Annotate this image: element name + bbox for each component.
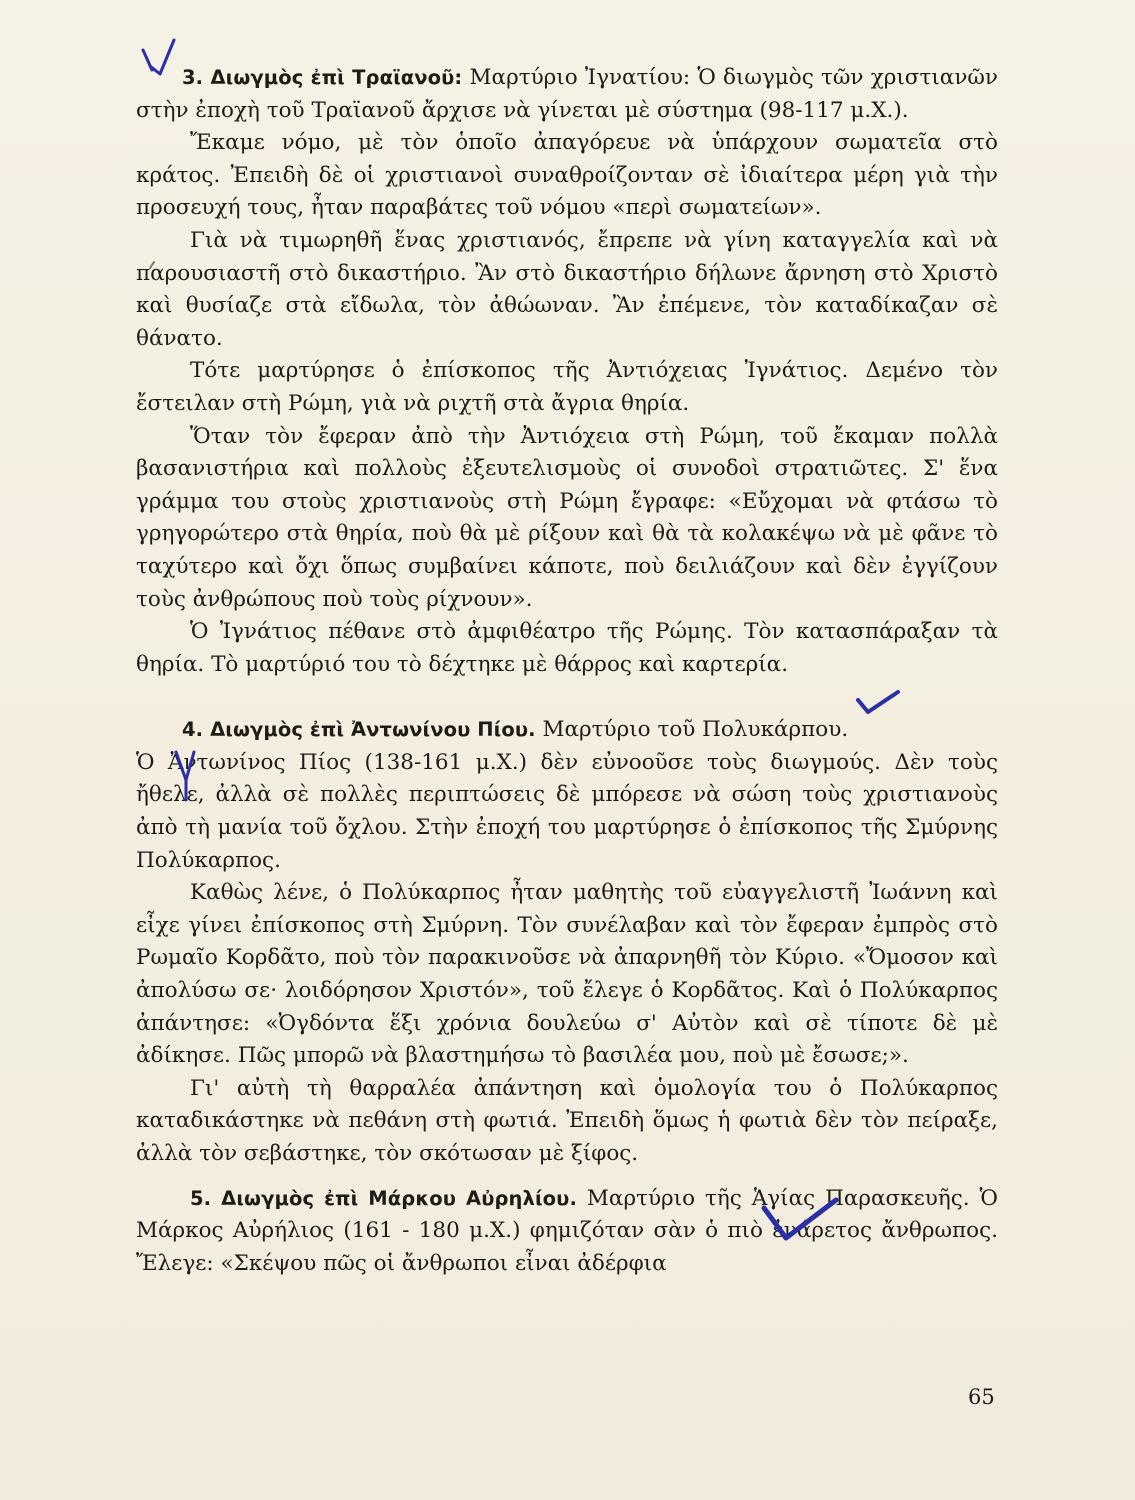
paragraph-text: Μαρτύριο τοῦ Πολυκάρπου. [535, 717, 849, 743]
paragraph: Γι' αὐτὴ τὴ θαρραλέα ἀπάντηση καὶ ὁμολογία του ὁ Πολύκαρπος καταδικάστηκε νὰ πεθάνη στὴ φωτιά. Ἐπειδὴ ὅμως ἡ φωτιὰ δὲν τὸν πείραξε, ἀλλὰ τὸν σεβάστηκε, τὸν σκότωσαν μὲ ξίφος. [136, 1075, 998, 1166]
section-heading-3: 3. Διωγμὸς ἐπὶ Τραϊανοῦ: [182, 66, 463, 89]
page-number: 65 [968, 1385, 995, 1409]
section-heading-4: 4. Διωγμὸς ἐπὶ Ἀντωνίνου Πίου. [182, 718, 536, 742]
paragraph-trajan [136, 62, 998, 127]
paragraph: Καθὼς λένε, ὁ Πολύκαρπος ἦταν μαθητὴς τοῦ εὐαγγελιστῆ Ἰωάννη καὶ εἶχε γίνει ἐπίσκοπος στὴ Σμύρνη. Τὸν συνέλαβαν καὶ τὸν ἔφεραν ἐμπρὸς στὸ Ρωμαῖο Κορδᾶτο, ποὺ τὸν παρακινοῦσε νὰ ἀπαρνηθῆ τὸν Κύριο. «Ὄμοσον καὶ ἀπολύσω σε· λοιδόρησον Χριστόν», τοῦ ἔλεγε ὁ Κορδᾶτος. Καὶ ὁ Πολύκαρπος ἀπάντησε: «Ὀγδόντα ἕξι χρόνια δουλεύω σ' Αὐτὸν καὶ σὲ τίποτε δὲ μὲ ἀδίκησε. Πῶς μπορῶ νὰ βλαστημήσω τὸ βασιλέα μου, ποὺ μὲ ἔσωσε;». [136, 880, 998, 1069]
paragraph-marcus-aurelius [136, 1183, 998, 1281]
paragraph: Ἔκαμε νόμο, μὲ τὸν ὁποῖο ἀπαγόρευε νὰ ὑπάρχουν σωματεῖα στὸ κράτος. Ἐπειδὴ δὲ οἱ χριστιανοὶ συναθροίζονταν σὲ ἰδιαίτερα μέρη γιὰ τὴν προσευχή τους, ἦταν παραβάτες τοῦ νόμου «περὶ σωματείων». [136, 130, 998, 221]
section-heading-5: 5. Διωγμὸς ἐπὶ Μάρκου Αὐρηλίου. [190, 1186, 577, 1210]
paragraph-text: Μαρτύριο Ἰγνατίου: Ὁ διωγμὸς τῶν χριστιανῶν στὴν ἐποχὴ τοῦ Τραϊανοῦ ἄρχισε νὰ γίνεται μὲ σύστημα (98-117 μ.Χ.). [136, 65, 998, 123]
paragraph-antoninus [136, 714, 998, 747]
page-text [136, 62, 998, 1280]
paragraph: Γιὰ νὰ τιμωρηθῆ ἕνας χριστιανός, ἔπρεπε νὰ γίνη καταγγελία καὶ νὰ παρουσιαστῆ στὸ δικαστήριο. Ἂν στὸ δικαστήριο δήλωνε ἄρνηση στὸ Χριστὸ καὶ θυσίαζε στὰ εἴδωλα, τὸν ἀθώωναν. Ἂν ἐπέμενε, τὸν καταδίκαζαν σὲ θάνατο. [136, 227, 998, 351]
paragraph: Ὁ Ἀντωνίνος Πίος (138-161 μ.Χ.) δὲν εὐνοοῦσε τοὺς διωγμούς. Δὲν τοὺς ἤθελε, ἀλλὰ σὲ πολλὲς περιπτώσεις δὲ μπόρεσε νὰ σώση τοὺς χριστιανοὺς ἀπὸ τὴ μανία τοῦ ὄχλου. Στὴν ἐποχή του μαρτύρησε ὁ ἐπίσκοπος τῆς Σμύρνης Πολύκαρπος. [136, 749, 998, 873]
paragraph: Τότε μαρτύρησε ὁ ἐπίσκοπος τῆς Ἀντιόχειας Ἰγνάτιος. Δεμένο τὸν ἔστειλαν στὴ Ρώμη, γιὰ νὰ ριχτῆ στὰ ἄγρια θηρία. [136, 358, 998, 416]
paragraph: Ὅταν τὸν ἔφεραν ἀπὸ τὴν Ἀντιόχεια στὴ Ρώμη, τοῦ ἔκαμαν πολλὰ βασανιστήρια καὶ πολλοὺς ἐξευτελισμοὺς οἱ συνοδοὶ στρατιῶτες. Σ' ἕνα γράμμα του στοὺς χριστιανοὺς στὴ Ρώμη ἔγραφε: «Εὔχομαι νὰ φτάσω τὸ γρηγορώτερο στὰ θηρία, ποὺ θὰ μὲ ρίξουν καὶ θὰ τὰ κολακέψω νὰ μὲ φᾶνε τὸ ταχύτερο καὶ ὄχι ὅπως συμβαίνει κάποτε, ποὺ δειλιάζουν καὶ δὲν ἐγγίζουν τοὺς ἀνθρώπους ποὺ τοὺς ρίχνουν». [136, 423, 998, 612]
paragraph: Ὁ Ἰγνάτιος πέθανε στὸ ἀμφιθέατρο τῆς Ρώμης. Τὸν κατασπάραξαν τὰ θηρία. Τὸ μαρτύριό του τὸ δέχτηκε μὲ θάρρος καὶ καρτερία. [136, 619, 998, 677]
paragraph-text: Μαρτύριο τῆς Ἁγίας Παρασκευῆς. Ὁ Μάρκος Αὐρήλιος (161 - 180 μ.Χ.) φημιζόταν σὰν ὁ πιὸ ἐνάρετος ἄνθρωπος. Ἔλεγε: «Σκέψου πῶς οἱ ἄνθρωποι εἶναι ἀδέρφια [136, 1185, 998, 1276]
